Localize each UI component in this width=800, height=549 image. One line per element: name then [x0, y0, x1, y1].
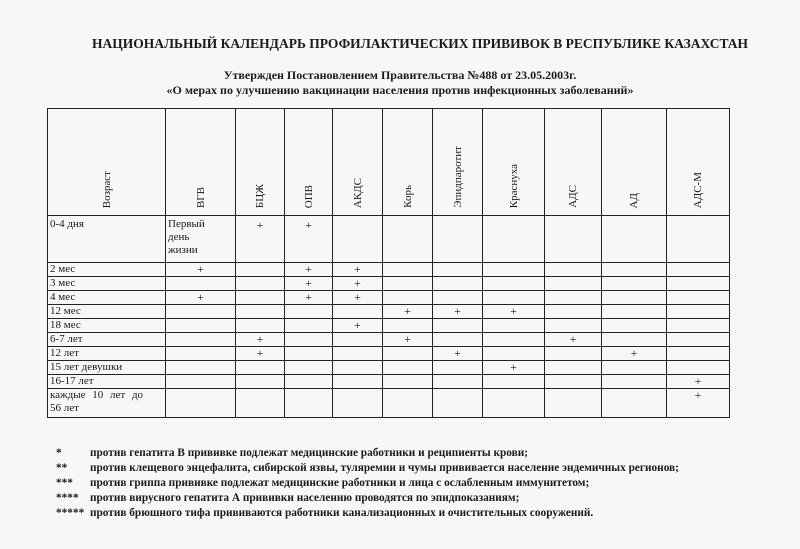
vaccine-mark-cell: + — [166, 263, 236, 277]
vaccine-mark-cell — [667, 333, 730, 347]
vaccine-mark-cell: + — [236, 347, 285, 361]
vaccine-mark-cell — [333, 347, 383, 361]
vaccine-mark-cell — [667, 305, 730, 319]
vaccine-mark-cell — [545, 375, 602, 389]
vaccine-mark-cell — [333, 305, 383, 319]
vaccine-mark-cell — [383, 389, 433, 418]
vaccine-mark-cell: + — [333, 263, 383, 277]
vaccine-mark-cell — [285, 305, 333, 319]
age-cell: 12 мес — [48, 305, 166, 319]
footnote-text: против клещевого энцефалита, сибирской язвы, туляремии и чумы прививается население эндемичных регионов; — [90, 462, 679, 474]
decree-title: «О мерах по улучшению вакцинации населения против инфекционных заболеваний» — [166, 83, 634, 97]
vaccine-mark-cell — [667, 347, 730, 361]
vaccine-mark-cell: + — [483, 361, 545, 375]
footnote-text: против брюшного тифа прививаются работники канализационных и очистительных сооружений. — [90, 507, 594, 519]
column-header-vaccine — [383, 109, 433, 216]
vaccine-mark-cell — [433, 333, 483, 347]
vaccine-mark-cell — [602, 361, 667, 375]
footnotes — [56, 446, 796, 521]
vaccine-mark-cell — [667, 319, 730, 333]
column-header-label: ОПВ — [302, 184, 315, 208]
table-row — [48, 319, 730, 333]
vaccine-mark-cell — [602, 291, 667, 305]
vaccine-mark-cell — [545, 347, 602, 361]
age-cell: 6-7 лет — [48, 333, 166, 347]
vaccine-mark-cell — [236, 361, 285, 375]
vaccine-mark-cell: + — [383, 305, 433, 319]
vaccine-mark-cell — [545, 319, 602, 333]
vaccine-mark-cell — [602, 216, 667, 263]
table-row — [48, 375, 730, 389]
footnote — [56, 446, 796, 461]
vaccine-mark-cell — [383, 347, 433, 361]
column-header-label: Корь — [401, 185, 414, 208]
vaccine-mark-cell — [483, 375, 545, 389]
vaccine-mark-cell: + — [483, 305, 545, 319]
vaccine-mark-cell — [383, 277, 433, 291]
column-header-label: АДС-М — [692, 171, 704, 208]
vaccine-mark-cell — [166, 319, 236, 333]
vaccine-mark-cell — [285, 333, 333, 347]
footnote — [56, 461, 796, 476]
vaccine-mark-cell — [383, 263, 433, 277]
table-row — [48, 389, 730, 418]
vaccine-mark-cell — [433, 389, 483, 418]
vaccine-mark-cell — [667, 361, 730, 375]
age-cell: 16-17 лет — [48, 375, 166, 389]
column-header-label: ВГВ — [194, 186, 207, 208]
vaccine-mark-cell — [166, 361, 236, 375]
column-header-age — [48, 109, 166, 216]
footnote-text: против гриппа прививке подлежат медицинские работники и лица с ослабленным иммунитетом; — [90, 477, 590, 489]
vaccine-mark-cell — [285, 389, 333, 418]
vaccine-mark-cell — [483, 263, 545, 277]
vaccine-mark-cell: + — [166, 291, 236, 305]
document-title: НАЦИОНАЛЬНЫЙ КАЛЕНДАРЬ ПРОФИЛАКТИЧЕСКИХ ПРИВИВОК В РЕСПУБЛИКЕ КАЗАХСТАН — [91, 36, 749, 51]
first-day-label: день — [168, 231, 190, 243]
vaccine-mark-cell — [667, 216, 730, 263]
vaccine-mark-cell — [236, 375, 285, 389]
column-header-vaccine — [433, 109, 483, 216]
vaccine-mark-cell — [483, 277, 545, 291]
age-cell: 15 лет девушки — [48, 361, 166, 375]
vaccine-mark-cell — [433, 319, 483, 333]
footnote-text: против вирусного гепатита А прививки населению проводятся по эпидпоказаниям; — [90, 492, 520, 504]
vaccine-mark-cell — [383, 361, 433, 375]
vaccine-mark-cell — [285, 361, 333, 375]
column-header-vaccine — [333, 109, 383, 216]
vaccine-mark-cell — [433, 291, 483, 305]
vaccine-mark-cell — [602, 319, 667, 333]
table-row — [48, 291, 730, 305]
footnote-marker: *** — [56, 477, 73, 489]
footnote-marker: ** — [56, 462, 68, 474]
vaccine-mark-cell — [667, 277, 730, 291]
vaccine-mark-cell: + — [667, 389, 730, 418]
footnote — [56, 506, 796, 521]
age-cell — [48, 389, 166, 418]
table-row — [48, 347, 730, 361]
vaccine-mark-cell — [166, 333, 236, 347]
vaccine-mark-cell — [166, 277, 236, 291]
vaccine-mark-cell — [433, 263, 483, 277]
column-header-vaccine — [285, 109, 333, 216]
vaccine-mark-cell — [285, 347, 333, 361]
vaccine-mark-cell — [545, 216, 602, 263]
vaccine-mark-cell — [545, 277, 602, 291]
age-line: 56 лет — [50, 402, 79, 414]
vaccine-mark-cell — [602, 263, 667, 277]
age-cell: 12 лет — [48, 347, 166, 361]
vaccine-mark-cell — [433, 375, 483, 389]
vaccine-mark-cell — [483, 347, 545, 361]
vaccine-mark-cell — [166, 305, 236, 319]
first-day-label: Первый — [168, 218, 205, 230]
table-row — [48, 333, 730, 347]
vaccine-mark-cell: + — [433, 347, 483, 361]
age-cell: 2 мес — [48, 263, 166, 277]
footnote-text: против гепатита В прививке подлежат медицинские работники и реципиенты крови; — [90, 447, 529, 459]
column-header-vaccine — [483, 109, 545, 216]
vaccine-mark-cell — [545, 389, 602, 418]
table-body — [48, 216, 730, 418]
vaccine-mark-cell — [383, 375, 433, 389]
column-header-vaccine — [667, 109, 730, 216]
vaccine-mark-cell — [545, 361, 602, 375]
footnote-marker: **** — [56, 492, 79, 504]
vaccine-mark-cell — [236, 263, 285, 277]
vaccine-mark-cell: + — [333, 291, 383, 305]
vaccine-mark-cell — [483, 389, 545, 418]
vaccine-mark-cell — [236, 291, 285, 305]
approval-line: Утвержден Постановлением Правительства №488 от 23.05.2003г. — [223, 68, 577, 82]
vaccine-mark-cell — [236, 277, 285, 291]
footnote-marker: ***** — [56, 507, 85, 519]
vaccine-mark-cell — [545, 291, 602, 305]
vaccine-mark-cell — [383, 291, 433, 305]
vaccine-mark-cell: + — [236, 333, 285, 347]
column-header-label: АКДС — [351, 177, 364, 208]
vaccine-mark-cell: + — [333, 277, 383, 291]
vaccine-mark-cell — [602, 375, 667, 389]
vaccine-mark-cell: + — [333, 319, 383, 333]
vaccine-mark-cell — [433, 277, 483, 291]
vaccine-mark-cell — [602, 389, 667, 418]
vaccine-mark-cell — [667, 263, 730, 277]
first-day-label: жизни — [168, 244, 198, 256]
vaccine-mark-cell: + — [236, 216, 285, 263]
vaccine-mark-cell — [236, 319, 285, 333]
vaccine-mark-cell: + — [545, 333, 602, 347]
vaccination-calendar-table — [47, 108, 730, 418]
vaccine-mark-cell: + — [285, 291, 333, 305]
column-header-label: БЦЖ — [254, 183, 266, 208]
vaccine-mark-cell — [483, 291, 545, 305]
vaccine-mark-cell: + — [602, 347, 667, 361]
column-header-vaccine — [166, 109, 236, 216]
vaccine-mark-cell — [166, 375, 236, 389]
vaccine-mark-cell — [333, 361, 383, 375]
vaccine-mark-cell — [383, 319, 433, 333]
vaccine-mark-cell: + — [285, 216, 333, 263]
vaccine-mark-cell — [383, 216, 433, 263]
table-header — [48, 109, 730, 216]
vaccine-mark-cell — [483, 216, 545, 263]
age-cell: 0-4 дня — [48, 216, 166, 263]
footnote — [56, 476, 796, 491]
vaccine-mark-cell — [602, 277, 667, 291]
vaccine-mark-cell — [333, 389, 383, 418]
age-line: каждые 10 лет до — [50, 389, 144, 401]
column-header-label: АД — [628, 192, 640, 208]
vaccine-mark-cell — [285, 319, 333, 333]
vaccine-mark-cell — [166, 389, 236, 418]
footnote — [56, 491, 796, 506]
vaccine-mark-cell — [433, 216, 483, 263]
age-cell: 3 мес — [48, 277, 166, 291]
age-cell: 18 мес — [48, 319, 166, 333]
vaccine-mark-cell: + — [383, 333, 433, 347]
vaccine-mark-cell — [166, 216, 236, 263]
vaccine-mark-cell — [667, 291, 730, 305]
column-header-vaccine — [236, 109, 285, 216]
vaccine-mark-cell — [602, 305, 667, 319]
vaccine-mark-cell: + — [285, 277, 333, 291]
vaccine-mark-cell — [333, 333, 383, 347]
vaccine-mark-cell — [483, 333, 545, 347]
column-header-label: Краснуха — [507, 163, 520, 208]
vaccine-mark-cell — [236, 389, 285, 418]
age-cell: 4 мес — [48, 291, 166, 305]
column-header-label: Эпидпаротит — [451, 146, 464, 208]
vaccine-mark-cell — [333, 216, 383, 263]
vaccine-mark-cell — [236, 305, 285, 319]
column-header-vaccine — [545, 109, 602, 216]
table-row — [48, 277, 730, 291]
table-row — [48, 216, 730, 263]
vaccine-mark-cell — [285, 375, 333, 389]
column-header-label: АДС — [567, 185, 579, 208]
footnote-marker: * — [56, 447, 62, 459]
table-row — [48, 305, 730, 319]
column-header-vaccine — [602, 109, 667, 216]
vaccine-mark-cell: + — [667, 375, 730, 389]
vaccine-mark-cell — [602, 333, 667, 347]
vaccine-mark-cell — [166, 347, 236, 361]
vaccine-mark-cell — [545, 263, 602, 277]
vaccine-mark-cell — [483, 319, 545, 333]
vaccine-mark-cell — [433, 361, 483, 375]
column-header-label: Возраст — [100, 170, 113, 208]
table-row — [48, 361, 730, 375]
table-row — [48, 263, 730, 277]
vaccine-mark-cell: + — [433, 305, 483, 319]
vaccine-mark-cell — [545, 305, 602, 319]
vaccine-mark-cell: + — [285, 263, 333, 277]
vaccine-mark-cell — [333, 375, 383, 389]
